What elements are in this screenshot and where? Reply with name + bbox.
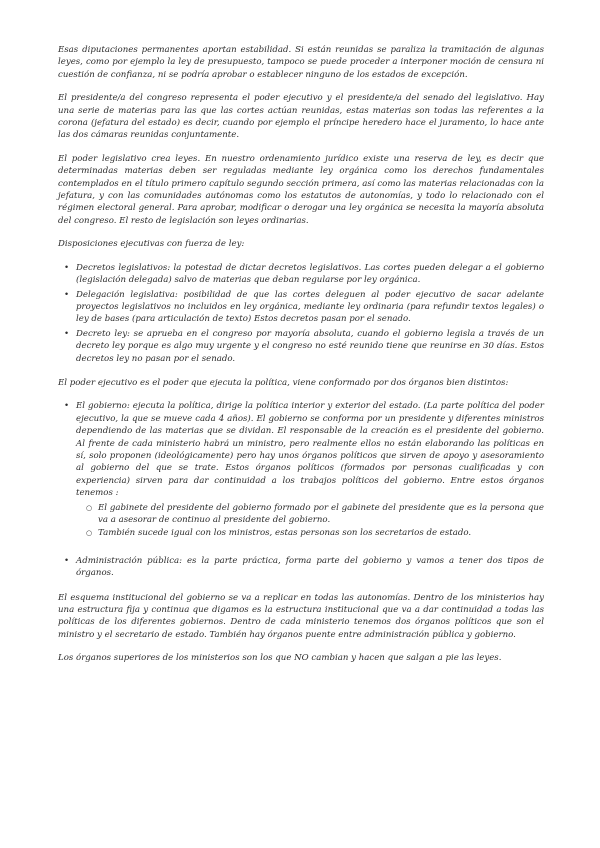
- paragraph-organos-superiores: Los órganos superiores de los ministerios son los que NO cambian y hacen que salgan a pie las leyes.: [58, 653, 502, 664]
- paragraph-presidentes: El presidente/a del congreso representa el poder ejecutivo y el presidente/a del senado del legislativo. Hay una serie de materias para las que las cortes actúan reunidas, estas materias son todas las referentes a la corona (jefatura del estado) es decir, cuando por ejemplo el príncipe heredero hace el juramento, lo hace ante las dos cámaras reunidas conjuntamente.: [58, 93, 544, 141]
- heading-disposiciones: Disposiciones ejecutivas con fuerza de ley:: [58, 239, 245, 250]
- paragraph-esquema-institucional: El esquema institucional del gobierno se va a replicar en todas las autonomías. Dentro de los ministerios hay una estructura fija y continua que digamos es la estructura institucional que va a dar continuidad a todas las políticas de los diferentes gobiernos. Dentro de cada ministerio tenemos dos órganos políticos que son el ministro y el secretario de estado. También hay órganos puente entre administración pública y gobierno.: [58, 592, 544, 640]
- list-item-administracion-publica: • Administración pública: es la parte práctica, forma parte del gobierno y vamos a tener dos tipos de órganos.: [76, 555, 544, 580]
- list-disposiciones: [58, 262, 544, 365]
- list-item-decreto-ley: • Decreto ley: se aprueba en el congreso por mayoría absoluta, cuando el gobierno legisla a través de un decreto ley porque es algo muy urgente y el congreso no esté reunido tiene que reunirse en 30 días. Estos decretos ley no pasan por el senado.: [76, 328, 544, 365]
- list-item-decretos-legislativos: • Decretos legislativos: la potestad de dictar decretos legislativos. Las cortes pueden delegar a el gobierno (legislación delegada) salvo de materias que deban regularse por ley orgánica.: [76, 262, 544, 287]
- document-page: [58, 44, 544, 676]
- gobierno-text: El gobierno: ejecuta la política, dirige la política interior y exterior del estado. (La parte política del poder ejecutivo, la que se mueve cada 4 años). El gobierno se conforma por un presidente y diferentes ministros dependiendo de las materias que se dividan. El responsable de la creación es el presidente del gobierno. Al frente de cada ministerio habrá un ministro, pero realmente ellos no están elaborando las políticas en sí, solo proponen (ideológicamente) pero hay unos órganos políticos que sirven de apoyo y asesoramiento al gobierno del que se trate. Estos órganos políticos (formados por personas cualificadas y con experiencia) sirven para dar continuidad a los trabajos políticos del gobierno. Entre estos órganos tenemos :: [76, 401, 544, 499]
- sublist-item-secretarios: ○ También sucede igual con los ministros, estas personas son los secretarios de estado.: [98, 527, 544, 539]
- paragraph-diputaciones: Esas diputaciones permanentes aportan estabilidad. Si están reunidas se paraliza la tramitación de algunas leyes, como por ejemplo la ley de presupuesto, tampoco se puede proceder a interponer moción de censura ni cuestión de confianza, ni se podría aprobar o establecer ninguno de los estados de excepción.: [58, 45, 544, 80]
- spacer: [76, 541, 544, 553]
- list-organos: [58, 400, 544, 579]
- sublist-item-gabinete: ○ El gabinete del presidente del gobierno formado por el gabinete del presidente que es la persona que va a asesorar de continuo al presidente del gobierno.: [98, 502, 544, 527]
- paragraph-poder-legislativo: El poder legislativo crea leyes. En nuestro ordenamiento jurídico existe una reserva de ley, es decir que determinadas materias deben ser reguladas mediante ley orgánica como los derechos fundamentales contemplados en el título primero capítulo segundo sección primera, así como las materias relacionadas con la jefatura, y con las comunidades autónomas como los estatutos de autonomías, y todo lo relacionado con el régimen electoral general. Para aprobar, modificar o derogar una ley orgánica se necesita la mayoría absoluta del congreso. El resto de legislación son leyes ordinarias.: [58, 153, 544, 226]
- paragraph-poder-ejecutivo: El poder ejecutivo es el poder que ejecuta la política, viene conformado por dos órganos bien distintos:: [58, 377, 509, 388]
- list-item-gobierno: [76, 400, 544, 552]
- list-item-delegacion-legislativa: • Delegación legislativa: posibilidad de que las cortes deleguen al poder ejecutivo de sacar adelante proyectos legislativos no incluidos en ley orgánica, mediante ley ordinaria (para refundir textos legales) o ley de bases (para articulación de texto) Estos decretos pasan por el senado.: [76, 289, 544, 326]
- sublist-organos-politicos: [76, 502, 544, 540]
